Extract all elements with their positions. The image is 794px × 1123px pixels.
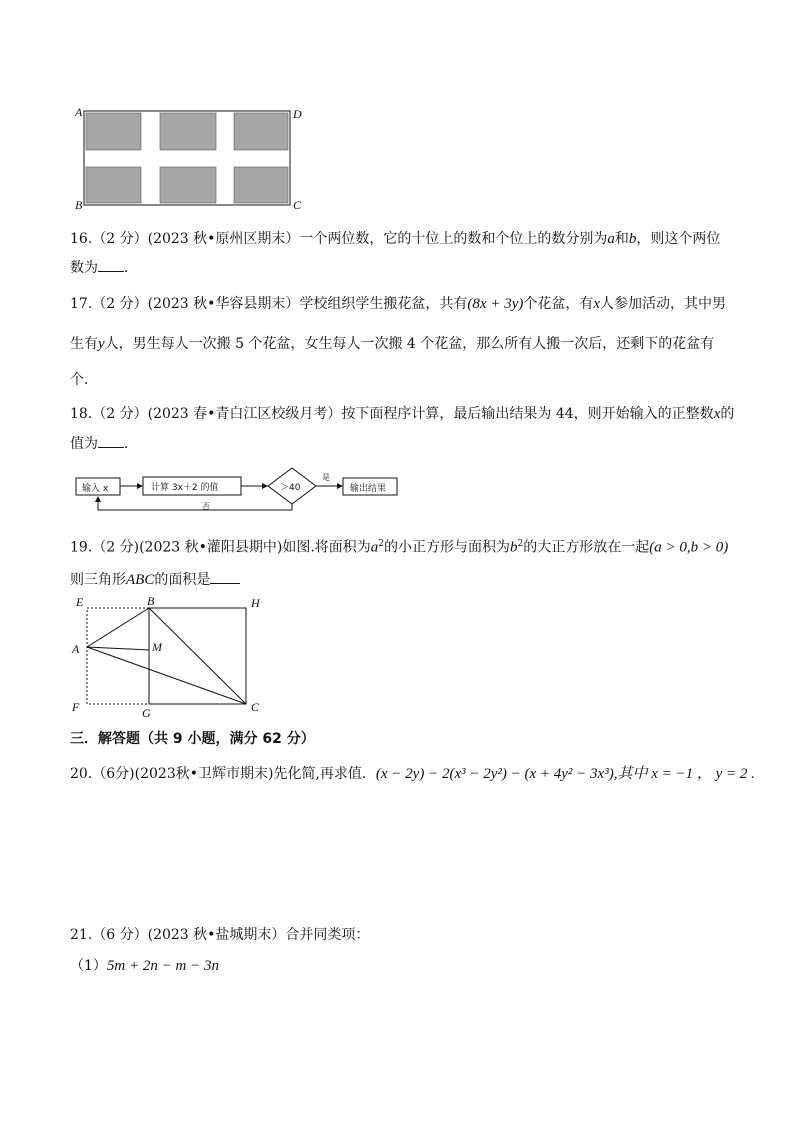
label-A: A: [75, 105, 83, 119]
q16-end: ．: [124, 260, 138, 276]
q21-part1-label: （1）: [70, 958, 107, 974]
question-17-line1: [70, 294, 726, 314]
flow-yes-label: 是: [322, 473, 330, 482]
label-A2: A: [72, 642, 80, 656]
q20-cond: ,其中 x = −1 ， y = 2 .: [613, 766, 755, 782]
question-18-line2: [70, 434, 138, 454]
rectangle-roads-svg: [72, 105, 312, 215]
q19-answer-blank[interactable]: [210, 571, 240, 584]
flow-input-label: 输入 x: [82, 484, 109, 494]
flowchart: [74, 466, 414, 516]
q21-text: 21.（6 分）(2023 秋•盐城期末）合并同类项：: [70, 927, 370, 943]
plot-6: [234, 167, 288, 203]
small-square: [87, 608, 149, 704]
q16-text: 16.（2 分）(2023 秋•原州区期末）一个两位数，它的十位上的数和个位上的数分别为: [70, 231, 608, 247]
q18-end: ．: [124, 436, 138, 452]
question-19-line2: [70, 570, 240, 590]
q17-line2a: 生有: [70, 336, 98, 352]
q16-var-b: b: [628, 231, 637, 247]
label-H: H: [251, 596, 260, 610]
q20-text: 20.（6分)(2023秋•卫辉市期末)先化简,再求值．: [70, 766, 376, 782]
q17-var-y: y: [98, 336, 105, 352]
q16-var-a: a: [607, 231, 615, 247]
q19-abc: ABC: [126, 572, 155, 588]
flow-compute-label: 计算 3x＋2 的值: [151, 483, 219, 493]
label-B2: B: [147, 594, 155, 608]
label-M: M: [152, 640, 162, 654]
plot-1: [86, 113, 141, 150]
label-B: B: [75, 198, 83, 212]
q18-tail: 的: [720, 406, 735, 422]
label-C2: C: [251, 700, 260, 714]
q18-line2: 值为: [70, 436, 98, 452]
question-20: [70, 764, 755, 784]
plot-3: [234, 113, 288, 150]
figure-squares: [68, 594, 268, 724]
q16-answer-blank[interactable]: [98, 259, 124, 272]
q19-line2: 则三角形: [70, 572, 126, 588]
q19-tail: 的大正方形放在一起: [523, 539, 650, 556]
q17-text: 17.（2 分）(2023 秋•华容县期末）学校组织学生搬花盆，共有: [70, 296, 468, 312]
q16-mid: 和: [614, 231, 629, 247]
q18-text: 18.（2 分）(2023 春•青白江区校级月考）按下面程序计算，最后输出结果为 44，则开始输入的正整数: [70, 406, 714, 422]
label-G: G: [142, 706, 151, 720]
label-E: E: [76, 595, 84, 609]
q18-answer-blank[interactable]: [98, 435, 124, 448]
flow-condition-label: ＞40: [280, 483, 301, 493]
question-21-part1: [70, 956, 219, 976]
q19-mid: 的小正方形与面积为: [384, 539, 511, 556]
plot-4: [86, 167, 141, 203]
flow-no-label: 否: [202, 502, 210, 511]
q19-text: 19.（2 分)(2023 秋•灌阳县期中)如图.将面积为: [70, 539, 371, 556]
q17-mid: 个花盆，有: [523, 296, 594, 312]
question-19-line1: 19.（2 分)(2023 秋•灌阳县期中)如图.将面积为$a^2$的小正方形与面积为$b^2$的大正方形放在一起(a > 0,b > 0): [70, 539, 729, 556]
figure-rectangle-roads: [72, 105, 312, 215]
question-16-line1: [70, 229, 720, 249]
label-D: D: [293, 107, 302, 121]
q20-expr: (x − 2y) − 2(x³ − 2y²) − (x + 4y² − 3x³): [375, 766, 614, 782]
q17-expr: (8x + 3y): [467, 296, 524, 312]
question-16-line2: [70, 258, 138, 278]
plot-5: [160, 167, 216, 203]
q17-line3: 个．: [70, 372, 98, 388]
plot-2: [160, 113, 216, 150]
q19-cond: (a > 0,b > 0): [649, 539, 729, 556]
q17-line2b: 人，男生每人一次搬 5 个花盆，女生每人一次搬 4 个花盆，那么所有人搬一次后，还剩下的花盆有: [104, 336, 715, 352]
q19-line2b: 的面积是: [154, 572, 211, 588]
label-C: C: [293, 198, 302, 212]
question-21: [70, 925, 369, 945]
section-heading: 三．解答题（共 9 小题，满分 62 分）: [70, 731, 315, 747]
q16-line2: 数为: [70, 260, 98, 276]
question-17-line2: [70, 334, 714, 354]
label-F: F: [72, 700, 80, 714]
squares-svg: [68, 594, 268, 724]
q16-tail: ，则这个两位: [636, 231, 721, 247]
q17-var-x: x: [593, 296, 601, 312]
q19-a: a: [370, 539, 379, 556]
q19-b: b: [510, 539, 518, 556]
q18-var-x: x: [713, 406, 721, 422]
q17-tail: 人参加活动，其中男: [600, 296, 727, 312]
question-18-line1: [70, 404, 734, 424]
question-17-line3: [70, 370, 98, 390]
flow-output-label: 输出结果: [350, 484, 387, 494]
q21-part1-expr: 5m + 2n − m − 3n: [106, 958, 219, 974]
